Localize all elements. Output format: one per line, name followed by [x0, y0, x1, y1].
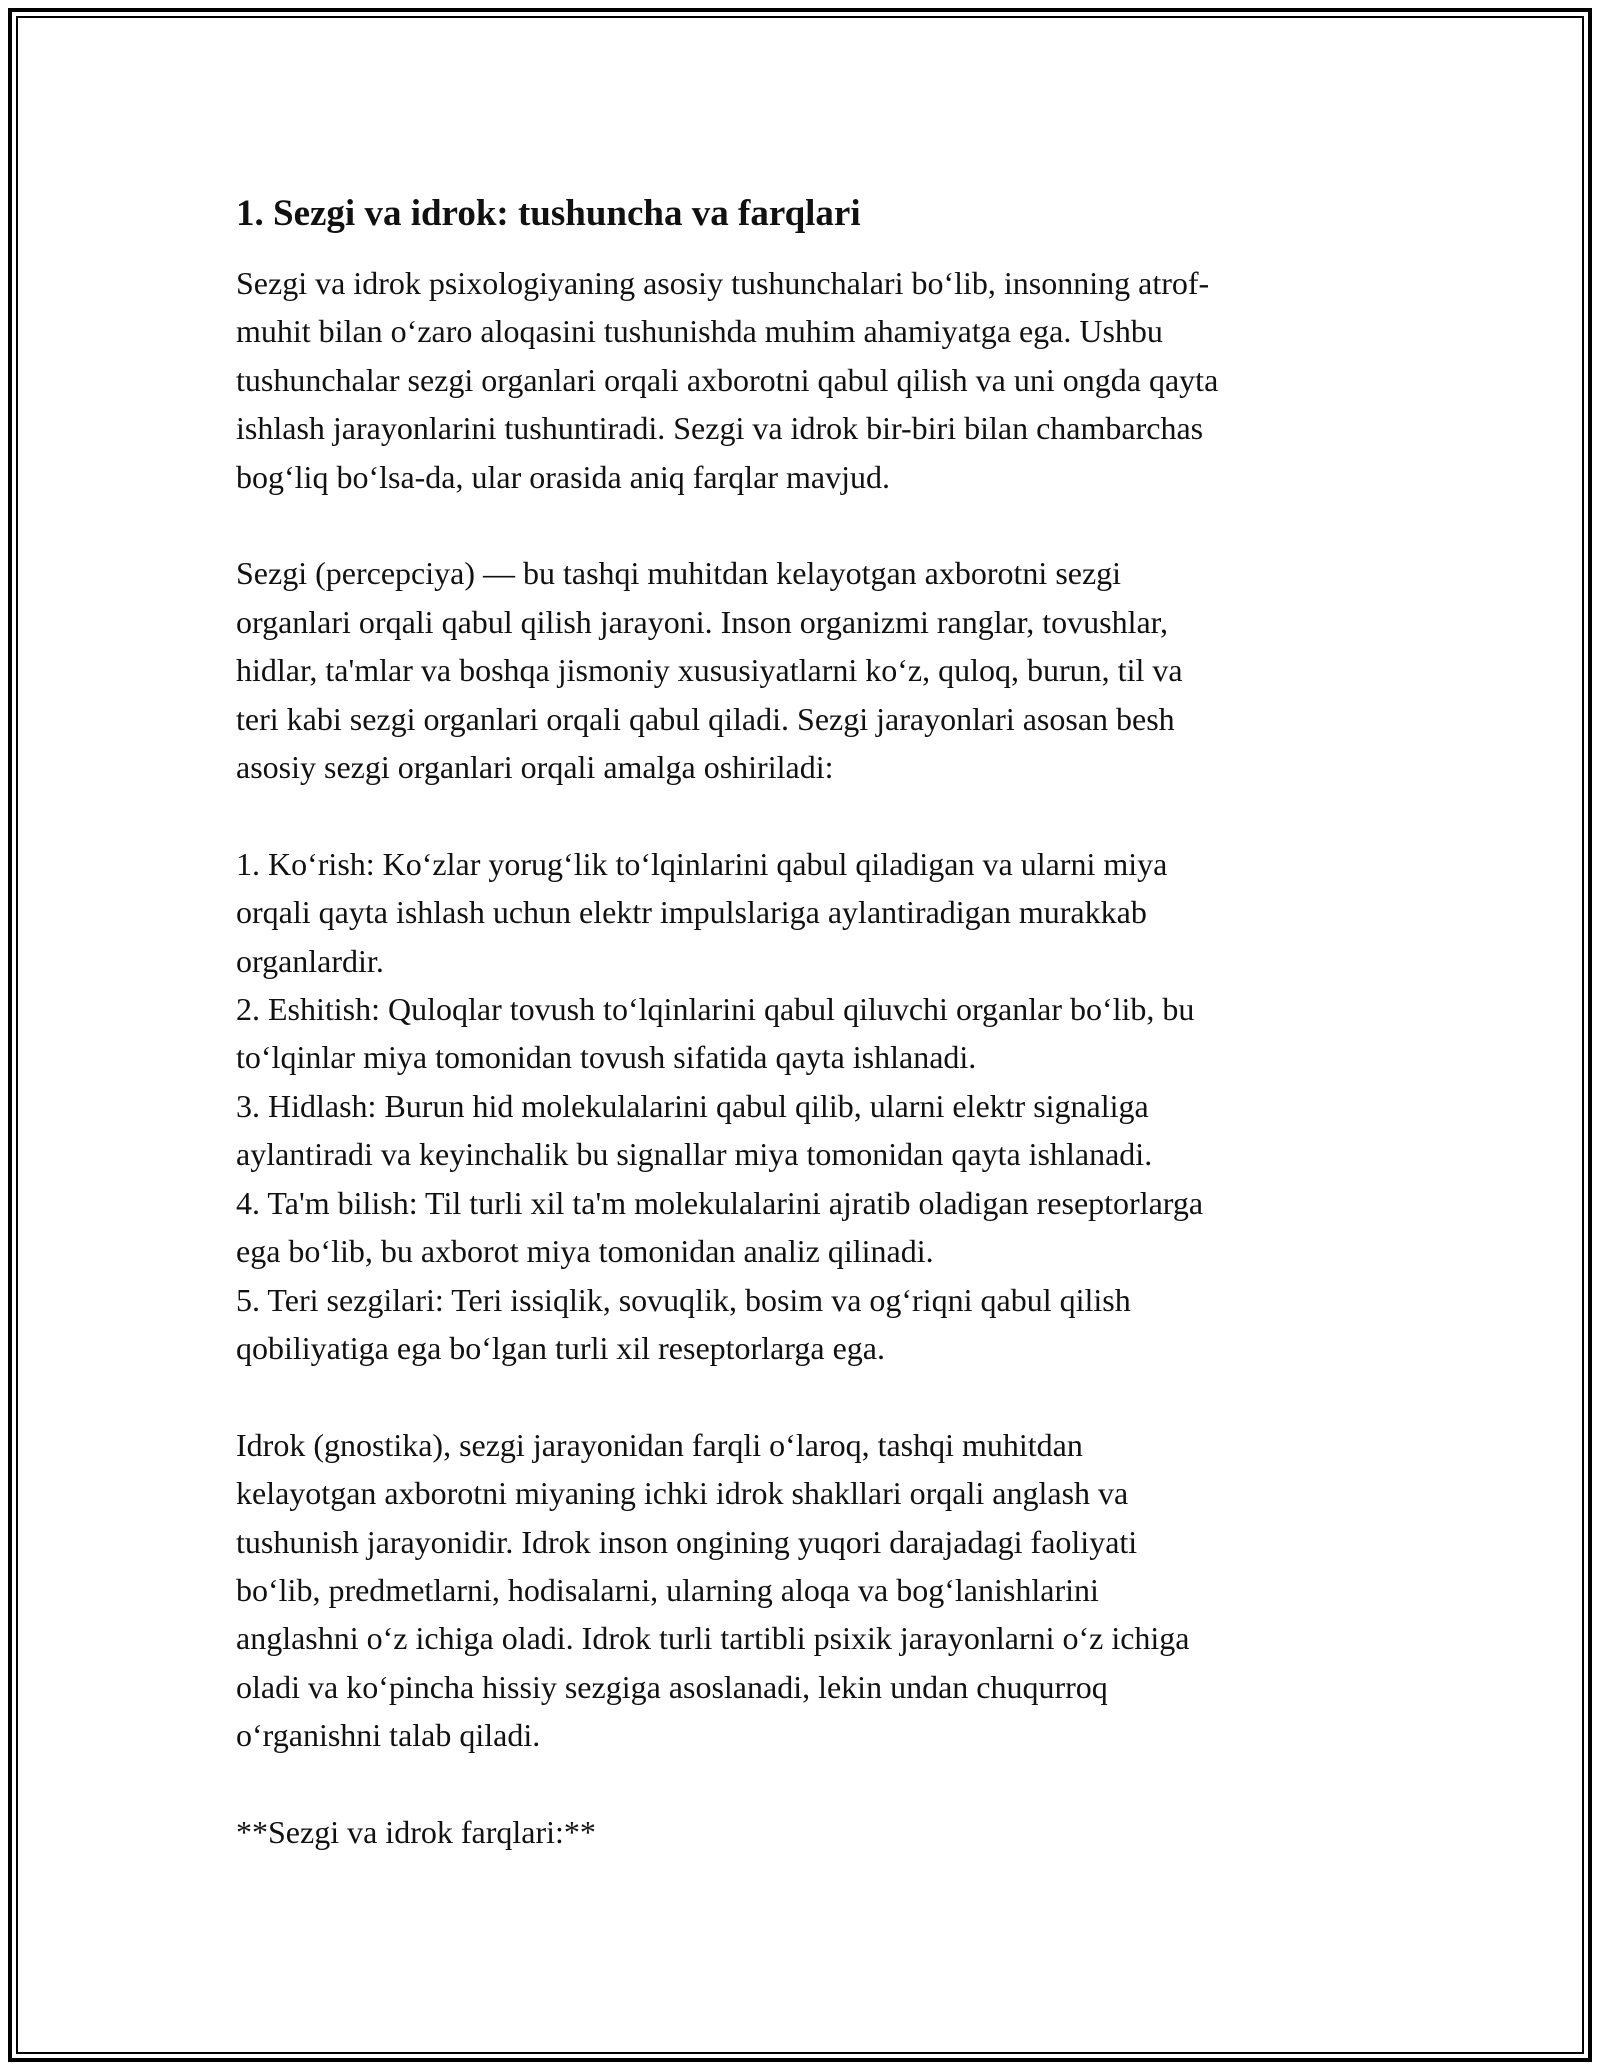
differences-heading: **Sezgi va idrok farqlari:**	[236, 1813, 596, 1850]
paragraph-spacer	[236, 791, 1366, 839]
paragraph-spacer	[236, 1760, 1366, 1808]
document-body	[236, 190, 1366, 1856]
paragraph-spacer	[236, 501, 1366, 549]
section-heading: 1. Sezgi va idrok: tushuncha va farqlari	[236, 193, 861, 234]
idrok-paragraph: Idrok (gnostika), sezgi jarayonidan farqli o‘laroq, tashqi muhitdan kelayotgan axborotni miyaning ichki idrok shakllari orqali anglash va tushunish jarayonidir. Idrok inson ongining yuqori darajadagi faoliyati bo‘lib, predmetlarni, hodisalarni, ularning aloqa va bog‘lanishlarini anglashni o‘z ichiga oladi. Idrok turli tartibli psixik jarayonlarni o‘z ichiga oladi va ko‘pincha hissiy sezgiga asoslanadi, lekin undan chuqurroq o‘rganishni talab qiladi.	[236, 1426, 1190, 1754]
senses-list: 1. Ko‘rish: Ko‘zlar yorug‘lik to‘lqinlarini qabul qiladigan va ularni miya orqali qayta ishlash uchun elektr impulslariga aylantiradigan murakkab organlardir. 2. Eshitish: Quloqlar tovush to‘lqinlarini qabul qiluvchi organlar bo‘lib, bu to‘lqinlar miya tomonidan tovush sifatida qayta ishlanadi. 3. Hidlash: Burun hid molekulalarini qabul qilib, ularni elektr signaliga aylantiradi va keyinchalik bu signallar miya tomonidan qayta ishlanadi. 4. Ta'm bilish: Til turli xil ta'm molekulalarini ajratib oladigan reseptorlarga ega bo‘lib, bu axborot miya tomonidan analiz qilinadi. 5. Teri sezgilari: Teri issiqlik, sovuqlik, bosim va og‘riqni qabul qilish qobiliyatiga ega bo‘lgan turli xil reseptorlarga ega.	[236, 845, 1204, 1366]
paragraph-spacer	[236, 1372, 1366, 1420]
sezgi-paragraph: Sezgi (percepciya) — bu tashqi muhitdan kelayotgan axborotni sezgi organlari orqali qabul qilish jarayoni. Inson organizmi ranglar, tovushlar, hidlar, ta'mlar va boshqa jismoniy xususiyatlarni ko‘z, quloq, burun, til va teri kabi sezgi organlari orqali qabul qiladi. Sezgi jarayonlari asosan besh asosiy sezgi organlari orqali amalga oshiriladi:	[236, 555, 1183, 786]
intro-paragraph: Sezgi va idrok psixologiyaning asosiy tushunchalari bo‘lib, insonning atrof- muhit bilan o‘zaro aloqasini tushunishda muhim ahamiyatga ega. Ushbu tushunchalar sezgi organlari orqali axborotni qabul qilish va uni ongda qayta ishlash jarayonlarini tushuntiradi. Sezgi va idrok bir-biri bilan chambarchas bog‘liq bo‘lsa-da, ular orasida aniq farqlar mavjud.	[236, 265, 1219, 495]
